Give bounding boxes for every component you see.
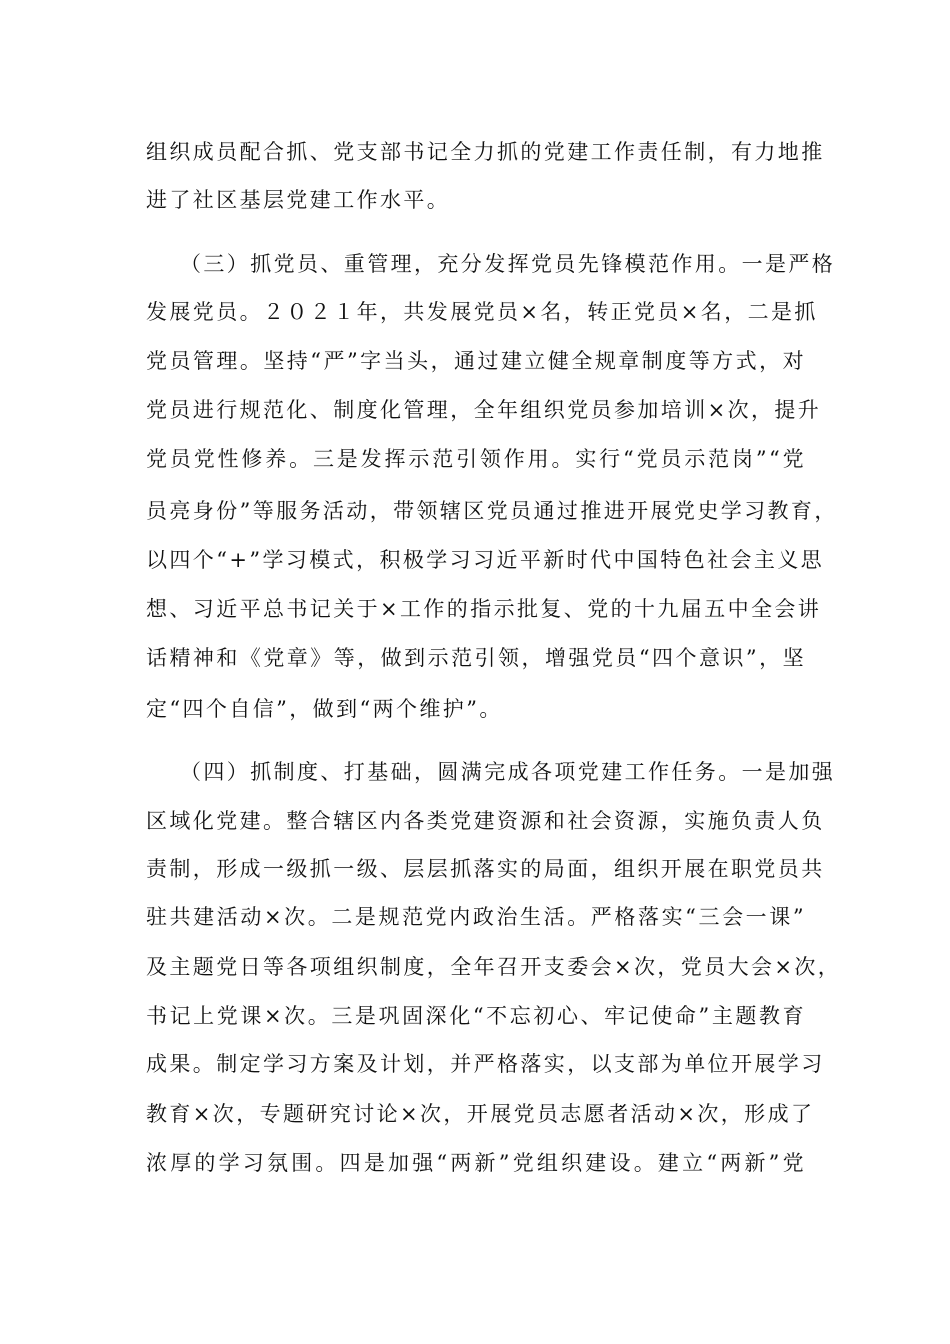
text-line: 党员进行规范化、制度化管理，全年组织党员参加培训×次，提升: [146, 398, 822, 422]
text-line: 党员党性修养。三是发挥示范引领作用。实行“党员示范岗”“党: [146, 447, 806, 471]
text-line: 进了社区基层党建工作水平。: [146, 188, 451, 212]
text-line: 书记上党课×次。三是巩固深化“不忘初心、牢记使命”主题教育: [146, 1004, 806, 1028]
text-line: 员亮身份”等服务活动，带领辖区党员通过推进开展党史学习教育，: [146, 499, 838, 523]
text-line: 以四个“+”学习模式，积极学习习近平新时代中国特色社会主义思: [146, 548, 825, 572]
text-line: 话精神和《党章》等，做到示范引领，增强党员“四个意识”，坚: [146, 646, 806, 670]
text-line: 驻共建活动×次。二是规范党内政治生活。严格落实“三会一课”: [146, 905, 806, 929]
text-line: （四）抓制度、打基础，圆满完成各项党建工作任务。一是加强: [180, 760, 836, 784]
text-line: 区域化党建。整合辖区内各类党建资源和社会资源，实施负责人负: [146, 809, 825, 833]
text-line: 教育×次，专题研究讨论×次，开展党员志愿者活动×次，形成了: [146, 1102, 815, 1126]
text-line: （三）抓党员、重管理，充分发挥党员先锋模范作用。一是严格: [180, 252, 836, 276]
text-line: 党员管理。坚持“严”字当头，通过建立健全规章制度等方式，对: [146, 349, 806, 373]
text-line: 及主题党日等各项组织制度，全年召开支委会×次，党员大会×次，: [146, 955, 842, 979]
text-line: 定“四个自信”，做到“两个维护”。: [146, 697, 503, 721]
text-line: 责制，形成一级抓一级、层层抓落实的局面，组织开展在职党员共: [146, 857, 825, 881]
text-line: 组织成员配合抓、党支部书记全力抓的党建工作责任制，有力地推: [146, 140, 825, 164]
text-line: 浓厚的学习氛围。四是加强“两新”党组织建设。建立“两新”党: [146, 1151, 806, 1175]
text-line: 成果。制定学习方案及计划，并严格落实，以支部为单位开展学习: [146, 1052, 825, 1076]
text-line: 发展党员。２０２１年，共发展党员×名，转正党员×名，二是抓: [146, 300, 818, 324]
text-line: 想、习近平总书记关于×工作的指示批复、党的十九届五中全会讲: [146, 597, 822, 621]
